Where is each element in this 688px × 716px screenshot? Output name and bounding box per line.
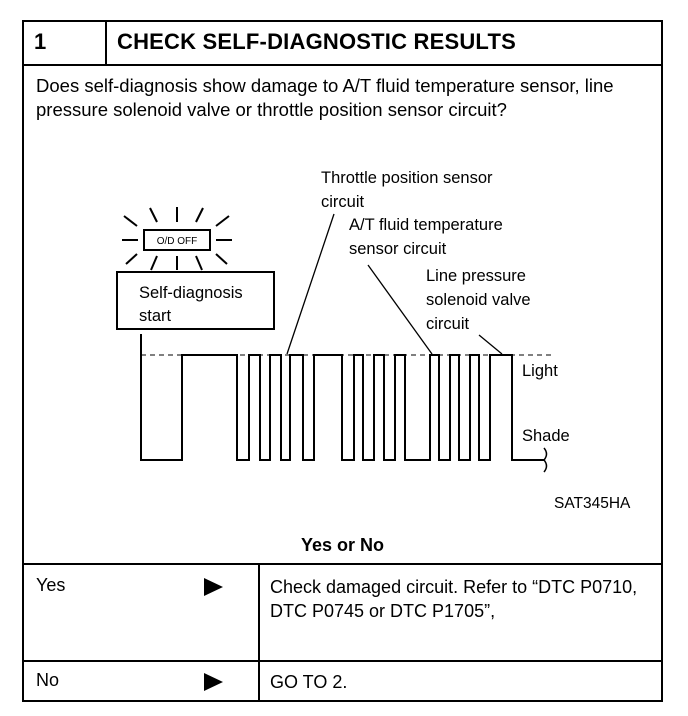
row-divider [258, 565, 260, 660]
diagnostic-step-frame [22, 20, 663, 702]
right-triangle-arrow-icon [202, 577, 224, 597]
tps-label-line-1: Throttle position sensor [321, 169, 493, 187]
self-diagnosis-timing-diagram [24, 22, 661, 492]
tps-label-line-2: circuit [321, 193, 365, 211]
yes-label: Yes [36, 575, 66, 595]
shade-level-label: Shade [522, 427, 570, 445]
no-label: No [36, 670, 60, 690]
step-number: 1 [34, 29, 47, 54]
light-level-label: Light [522, 362, 558, 380]
start-label-line-1: Self-diagnosis [139, 284, 243, 302]
lamp-label: O/D OFF [156, 236, 198, 247]
row-divider [258, 662, 260, 702]
timing-waveform [141, 334, 544, 460]
figure-code: SAT345HA [554, 495, 631, 512]
decision-row-no [24, 660, 661, 702]
start-label-line-2: start [139, 307, 172, 325]
atf-leader-line [368, 265, 432, 354]
lps-label-line-3: circuit [426, 315, 470, 333]
atf-label-line-2: sensor circuit [349, 240, 447, 258]
atf-label-line-1: A/T fluid temperature [349, 216, 503, 234]
self-diagnosis-start-box [117, 272, 274, 329]
lps-label-line-2: solenoid valve [426, 291, 531, 309]
no-action[interactable]: GO TO 2. [270, 672, 348, 692]
right-triangle-arrow-icon [202, 672, 224, 692]
tps-leader-line [287, 214, 334, 354]
decision-title: Yes or No [300, 535, 385, 555]
lps-label-line-1: Line pressure [426, 267, 526, 285]
step-title: CHECK SELF-DIAGNOSTIC RESULTS [117, 29, 516, 54]
lps-leader-line [479, 335, 502, 354]
yes-action: Check damaged circuit. Refer to “DTC P0710, DTC P0745 or DTC P1705”, [270, 577, 638, 621]
decision-row-yes [24, 563, 661, 660]
diagnostic-question: Does self-diagnosis show damage to A/T fluid temperature sensor, line pressure solenoid valve or throttle position sensor circuit? [36, 75, 614, 120]
axis-break-mark [544, 448, 547, 472]
blinking-lamp-icon [122, 207, 232, 270]
